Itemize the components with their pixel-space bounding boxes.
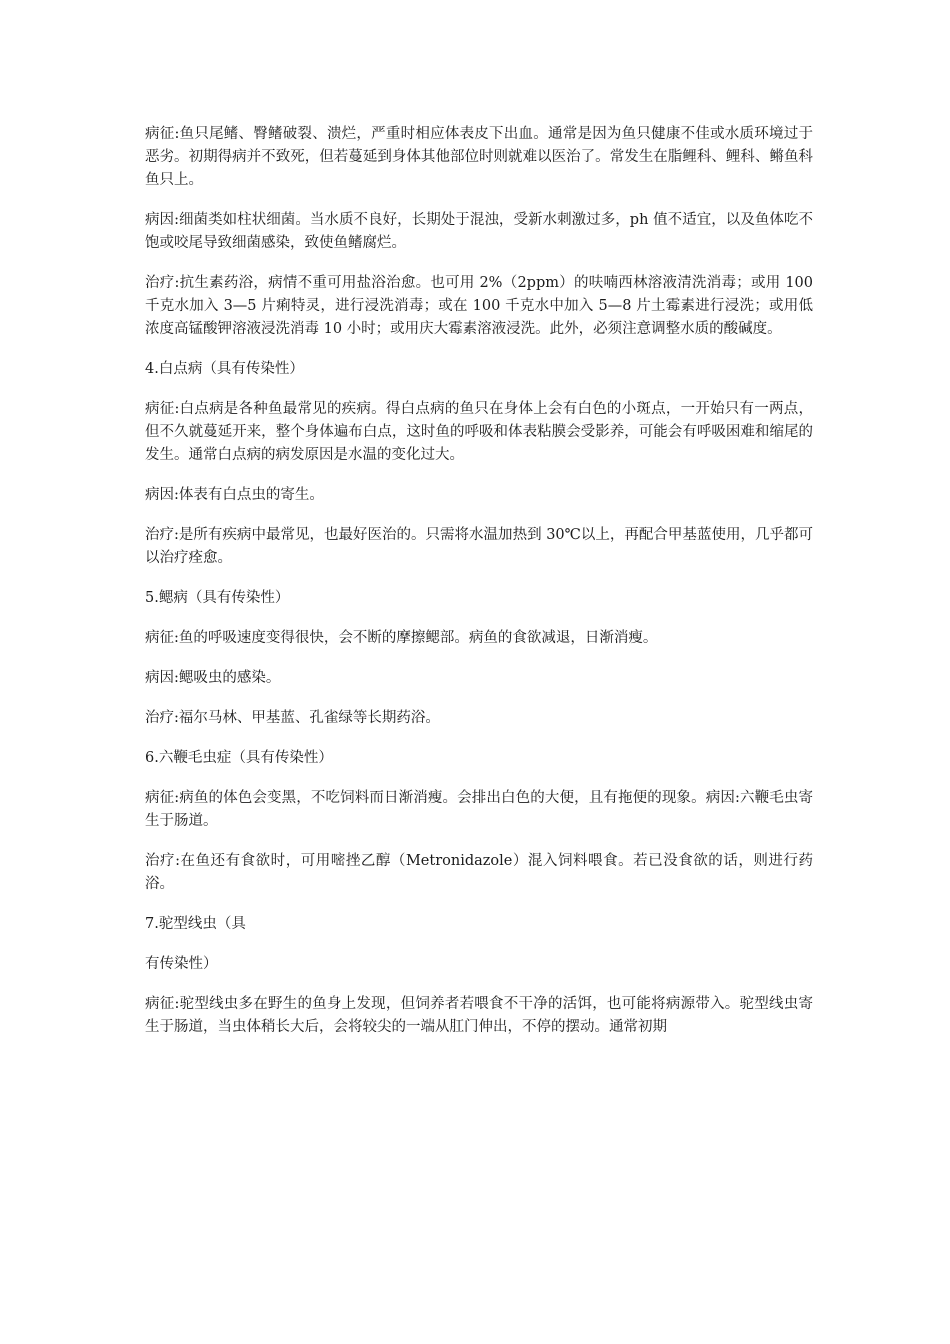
paragraph-treatment-white-spot: 治疗:是所有疾病中最常见，也最好医治的。只需将水温加热到 30℃以上，再配合甲基蓝使用，几乎都可以治疗痊愈。 (145, 527, 813, 566)
section-heading-hexamita: 6.六鞭毛虫症（具有传染性） (145, 750, 333, 766)
paragraph-cause-white-spot: 病因:体表有白点虫的寄生。 (145, 487, 324, 503)
paragraph-symptom-white-spot: 病征:白点病是各种鱼最常见的疾病。得白点病的鱼只在身体上会有白色的小斑点，一开始只有一两点，但不久就蔓延开来，整个身体遍布白点，这时鱼的呼吸和体表粘膜会受影养，可能会有呼吸困难和缩尾的发生。通常白点病的病发原因是水温的变化过大。 (145, 401, 813, 463)
paragraph-treatment-fin-rot: 治疗:抗生素药浴，病情不重可用盐浴治愈。也可用 2%（2ppm）的呋喃西林溶液清洗消毒；或用 100 千克水加入 3—5 片痢特灵，进行浸洗消毒；或在 100 千克水中加入 5—8 片土霉素进行浸洗；或用低浓度高锰酸钾溶液浸洗消毒 10 小时；或用庆大霉素溶液浸洗。此外，必须注意调整水质的酸碱度。 (145, 275, 813, 337)
paragraph-cause-fin-rot: 病因:细菌类如柱状细菌。当水质不良好，长期处于混浊，受新水刺激过多，ph 值不适宜，以及鱼体吃不饱或咬尾导致细菌感染，致使鱼鳍腐烂。 (145, 212, 813, 251)
paragraph-symptom-camallanus: 病征:驼型线虫多在野生的鱼身上发现，但饲养者若喂食不干净的活饵，也可能将病源带入。驼型线虫寄生于肠道，当虫体稍长大后，会将较尖的一端从肛门伸出，不停的摆动。通常初期 (145, 996, 813, 1035)
paragraph-treatment-hexamita: 治疗:在鱼还有食欲时，可用嘧挫乙醇（Metronidazole）混入饲料喂食。若已没食欲的话，则进行药浴。 (145, 853, 813, 892)
section-heading-white-spot: 4.白点病（具有传染性） (145, 361, 304, 377)
section-heading-gill-disease: 5.鳃病（具有传染性） (145, 590, 290, 606)
paragraph-symptom-gill-disease: 病征:鱼的呼吸速度变得很快，会不断的摩擦鳃部。病鱼的食欲减退，日渐消瘦。 (145, 630, 658, 646)
section-heading-camallanus-part1: 7.驼型线虫（具 (145, 916, 246, 932)
section-heading-camallanus-part2: 有传染性） (145, 956, 218, 972)
paragraph-cause-gill-disease: 病因:鳃吸虫的感染。 (145, 670, 281, 686)
document-body (145, 123, 813, 1056)
paragraph-treatment-gill-disease: 治疗:福尔马林、甲基蓝、孔雀绿等长期药浴。 (145, 710, 440, 726)
paragraph-symptom-hexamita: 病征:病鱼的体色会变黑，不吃饲料而日渐消瘦。会排出白色的大便，且有拖便的现象。病因:六鞭毛虫寄生于肠道。 (145, 790, 813, 829)
paragraph-symptom-fin-rot: 病征:鱼只尾鳍、臀鳍破裂、溃烂，严重时相应体表皮下出血。通常是因为鱼只健康不佳或水质环境过于恶劣。初期得病并不致死，但若蔓延到身体其他部位时则就难以医治了。常发生在脂鲤科、鲤科、鳉鱼科鱼只上。 (145, 126, 813, 188)
